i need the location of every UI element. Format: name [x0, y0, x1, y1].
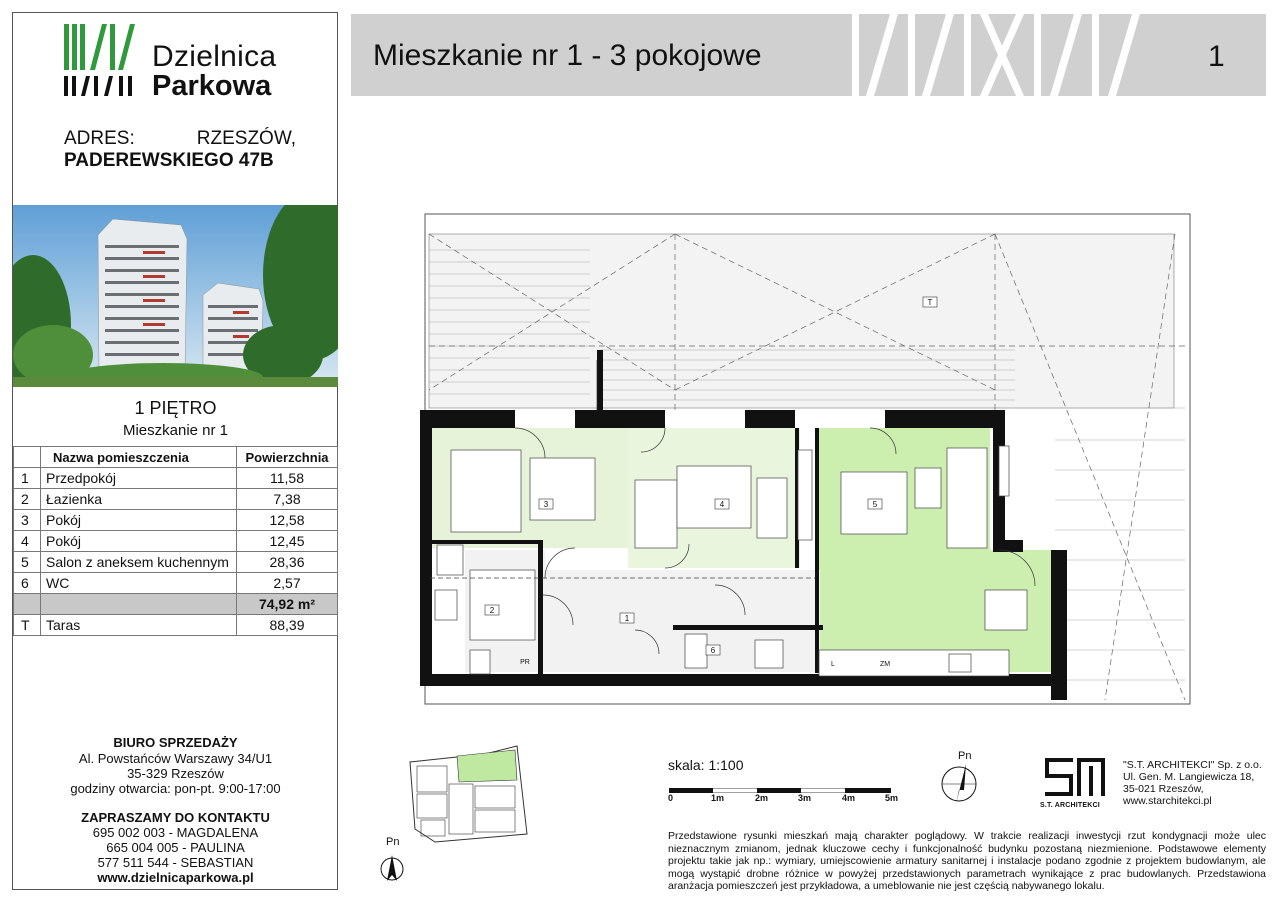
contact-phone2: 665 004 005 - PAULINA	[106, 840, 245, 855]
fixture-label-l: L	[831, 661, 835, 668]
room-name: Salon z aneksem kuchennym	[41, 552, 237, 573]
room-tag-6: 6	[710, 646, 716, 655]
architect-line3: 35-021 Rzeszów,	[1123, 783, 1204, 795]
fixture-label-zm: ZM	[879, 661, 891, 668]
address-label: ADRES:	[64, 128, 135, 149]
contact-title: ZAPRASZAMY DO KONTAKTU	[81, 810, 270, 825]
address-line1	[64, 128, 296, 150]
room-area: 7,38	[237, 489, 338, 510]
room-area: 12,58	[237, 510, 338, 531]
page-number: 1	[1208, 40, 1225, 73]
sales-office-address2: 35-329 Rzeszów	[127, 766, 224, 781]
building-photo	[13, 205, 338, 387]
architect-logo-caption: S.T. ARCHITEKCI	[1040, 802, 1100, 809]
page-title: Mieszkanie nr 1 - 3 pokojowe	[373, 39, 762, 72]
room-tag-3: 3	[543, 500, 549, 509]
address-street: PADEREWSKIEGO 47B	[64, 150, 274, 171]
room-name: Pokój	[41, 531, 237, 552]
architect-info	[1123, 759, 1262, 807]
terrace-row	[14, 615, 338, 636]
apartment-label: Mieszkanie nr 1	[122, 422, 229, 439]
scale-tick: 4m	[842, 793, 856, 803]
contact-website-link[interactable]: www.dzielnicaparkowa.pl	[97, 870, 254, 885]
total-row	[14, 594, 338, 615]
table-row	[14, 531, 338, 552]
site-plan-thumbnail	[405, 744, 530, 844]
column-header-area: Powierzchnia	[237, 447, 338, 468]
room-area: 2,57	[237, 573, 338, 594]
architect-logo-icon	[1043, 756, 1107, 798]
room-name: Łazienka	[41, 489, 237, 510]
scale-tick: 2m	[755, 793, 769, 803]
sales-office-address1: Al. Powstańców Warszawy 34/U1	[78, 751, 273, 766]
column-header-name: Nazwa pomieszczenia	[41, 447, 237, 468]
sales-office-hours: godziny otwarcia: pon-pt. 9:00-17:00	[70, 781, 281, 796]
table-row	[14, 510, 338, 531]
table-row	[14, 573, 338, 594]
room-number: 2	[14, 489, 41, 510]
scale-bar	[669, 788, 891, 793]
room-number: 3	[14, 510, 41, 531]
room-name: WC	[41, 573, 237, 594]
north-label-small: Pn	[386, 836, 400, 848]
table-row	[14, 552, 338, 573]
contact-phone3: 577 511 544 - SEBASTIAN	[97, 855, 254, 870]
scale-tick: 3m	[798, 793, 812, 803]
architect-line2: Ul. Gen. M. Langiewicza 18,	[1123, 771, 1255, 783]
north-arrow-icon	[938, 760, 980, 808]
total-blank	[14, 594, 41, 615]
room-name: Przedpokój	[41, 468, 237, 489]
room-number: 1	[14, 468, 41, 489]
room-number: 6	[14, 573, 41, 594]
room-area: 11,58	[237, 468, 338, 489]
brand-name-line2: Parkowa	[152, 70, 272, 102]
room-area: 12,45	[237, 531, 338, 552]
brand-name-line1: Dzielnica	[152, 40, 277, 73]
total-area: 74,92 m²	[237, 594, 338, 615]
room-tag-5: 5	[872, 500, 878, 509]
room-name: Pokój	[41, 510, 237, 531]
rooms-table	[13, 446, 338, 636]
terrace-name: Taras	[41, 615, 237, 636]
floor-label: 1 PIĘTRO	[134, 398, 217, 418]
room-tag-terrace: T	[927, 298, 933, 307]
room-tag-2: 2	[489, 606, 495, 615]
table-header-row	[14, 447, 338, 468]
disclaimer-text: Przedstawione rysunki mieszkań mają charakter poglądowy. W trakcie realizacji inwestycji rzut kondygnacji może ulec nieznacznym zmianom, jednak kluczowe cechy i funkcjonalność budynku pozostaną niezmienione. Podstawowe elementy projektu takie jak np.: wymiary, umiejscowienie armatury sanitarnej i instalacje podano zgodnie z projektem budowlanym, ale mogą wystąpić drobne różnice w powyżej przedstawionych parametrach wynikające z prac budowlanych. Przedstawiona aranżacja pomieszczeń jest przykładowa, a umeblowanie nie jest częścią nabywanego lokalu.	[668, 830, 1266, 892]
brand-logo-icon	[64, 24, 138, 96]
room-number: 5	[14, 552, 41, 573]
table-row	[14, 489, 338, 510]
header-stripes-icon	[848, 14, 1158, 96]
address-city: RZESZÓW,	[196, 128, 296, 149]
contact-phone1: 695 002 003 - MAGDALENA	[92, 825, 259, 840]
architect-website-link[interactable]: www.starchitekci.pl	[1123, 795, 1212, 807]
room-tag-1: 1	[624, 614, 630, 623]
total-blank	[41, 594, 237, 615]
sales-office-title: BIURO SPRZEDAŻY	[113, 735, 238, 750]
architect-line1: "S.T. ARCHITEKCI" Sp. z o.o.	[1123, 759, 1262, 771]
terrace-area: 88,39	[237, 615, 338, 636]
room-area: 28,36	[237, 552, 338, 573]
table-header-cell	[14, 447, 41, 468]
table-row	[14, 468, 338, 489]
room-tag-4: 4	[719, 500, 725, 509]
north-label: Pn	[958, 750, 972, 762]
scale-label: skala: 1:100	[668, 757, 744, 773]
floor-plan	[415, 210, 1205, 710]
terrace-number: T	[14, 615, 41, 636]
room-number: 4	[14, 531, 41, 552]
fixture-label-pr: PR	[520, 659, 530, 666]
scale-tick: 0	[668, 793, 674, 803]
scale-tick: 5m	[885, 793, 899, 803]
scale-tick: 1m	[711, 793, 725, 803]
